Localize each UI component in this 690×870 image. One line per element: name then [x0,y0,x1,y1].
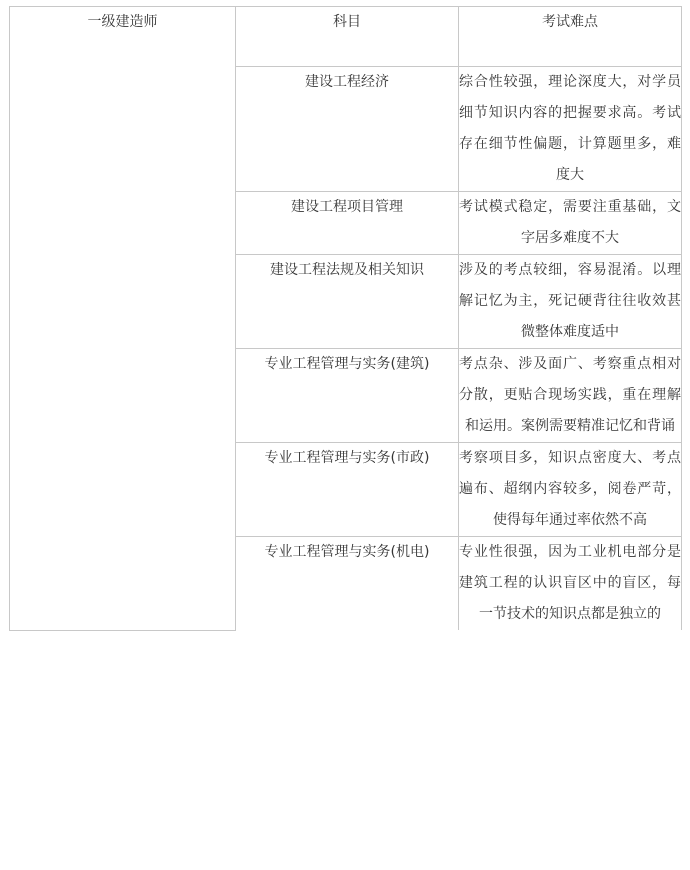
subject-cell: 建设工程经济 [236,67,459,192]
difficulty-cell: 专业性很强，因为工业机电部分是建筑工程的认识盲区中的盲区，每一节技术的知识点都是独立的 [459,537,682,631]
category-cell: 一级建造师 [10,7,236,631]
header-difficulty: 考试难点 [459,7,682,67]
difficulty-cell: 考点杂、涉及面广、考察重点相对分散，更贴合现场实践，重在理解和运用。案例需要精准记忆和背诵 [459,349,682,443]
subject-cell: 专业工程管理与实务(机电) [236,537,459,631]
exam-difficulty-table [9,6,682,631]
header-row [10,7,682,67]
difficulty-cell: 考试模式稳定，需要注重基础，文字居多难度不大 [459,192,682,255]
difficulty-cell: 综合性较强，理论深度大，对学员细节知识内容的把握要求高。考试存在细节性偏题，计算题里多，难度大 [459,67,682,192]
difficulty-cell: 考察项目多，知识点密度大、考点遍布、超纲内容较多，阅卷严苛，使得每年通过率依然不高 [459,443,682,537]
subject-cell: 建设工程法规及相关知识 [236,255,459,349]
subject-cell: 专业工程管理与实务(建筑) [236,349,459,443]
difficulty-cell: 涉及的考点较细，容易混淆。以理解记忆为主，死记硬背往往收效甚微整体难度适中 [459,255,682,349]
subject-cell: 专业工程管理与实务(市政) [236,443,459,537]
header-subject: 科目 [236,7,459,67]
subject-cell: 建设工程项目管理 [236,192,459,255]
